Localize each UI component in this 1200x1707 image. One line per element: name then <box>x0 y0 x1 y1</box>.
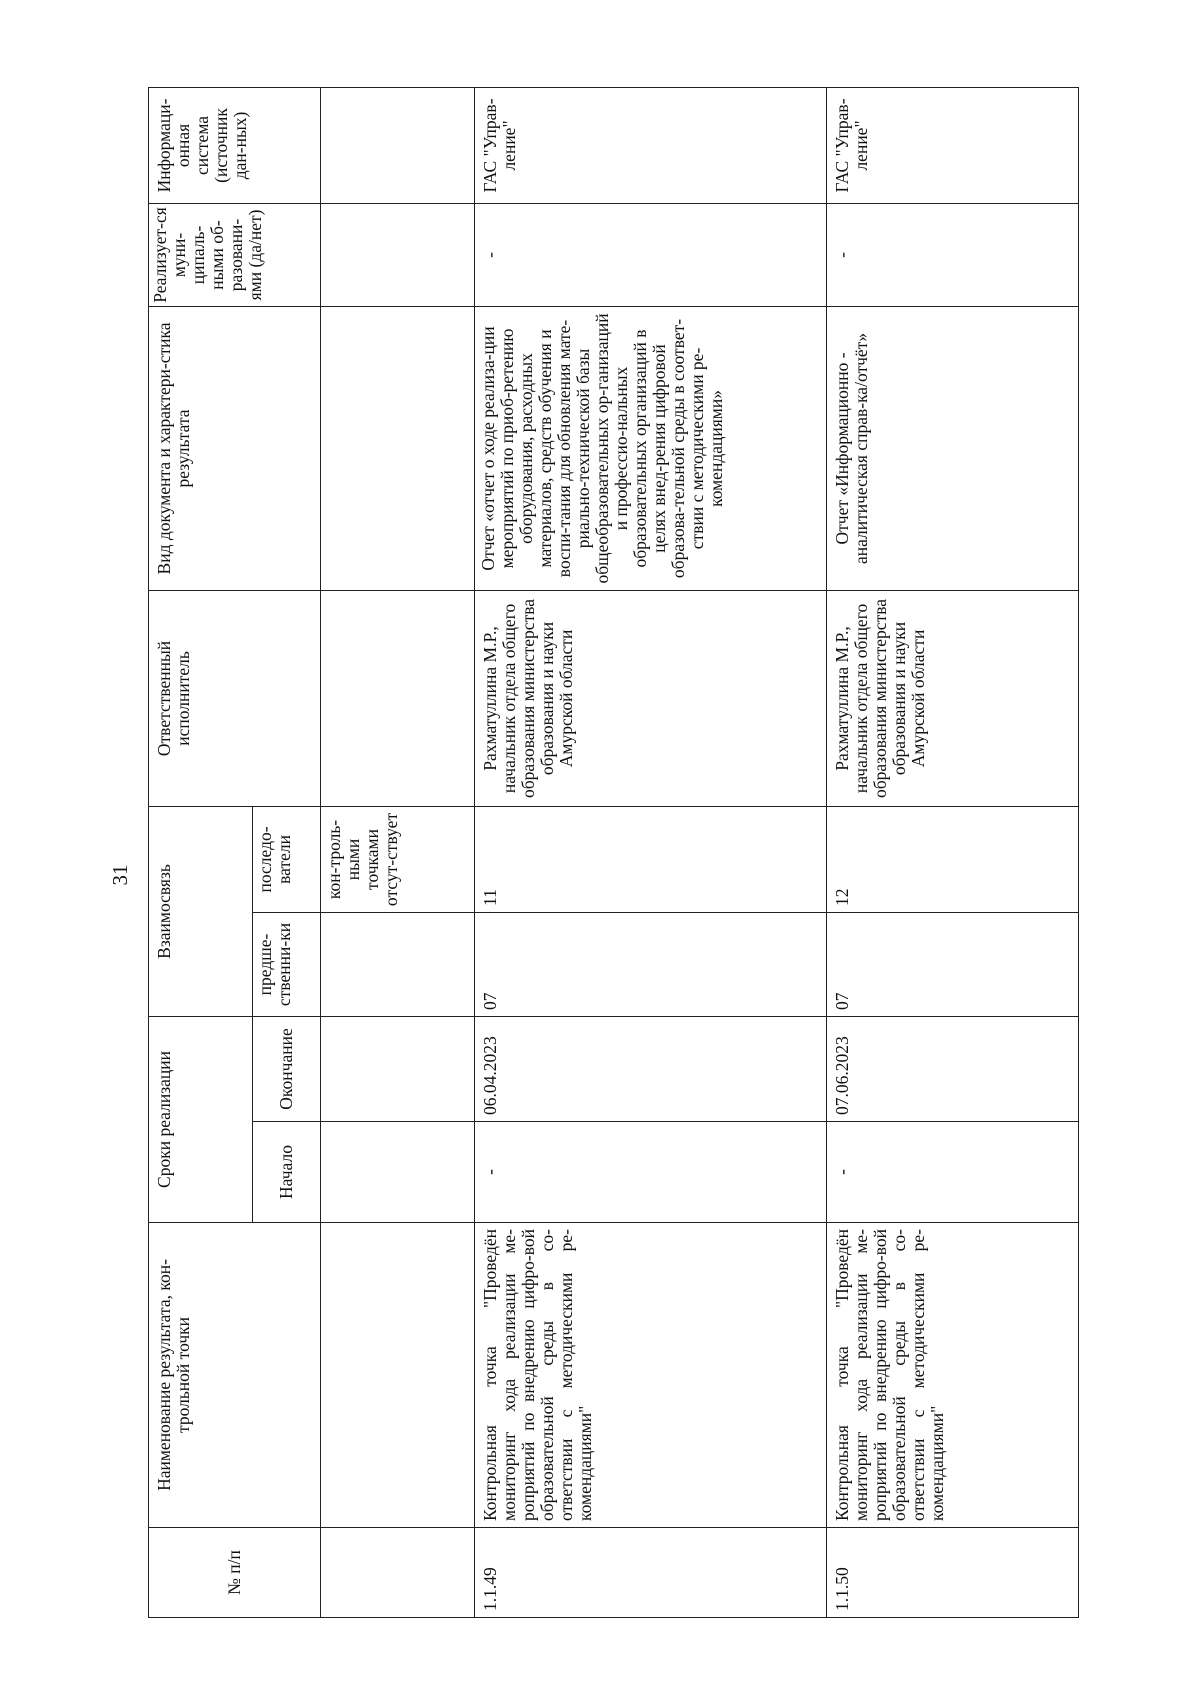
header-name: Наименование результата, кон-трольной точки <box>149 1223 321 1528</box>
row-0-municipal <box>321 203 475 306</box>
table-row <box>321 87 475 1617</box>
table-row <box>827 87 1079 1617</box>
row-2-responsible: Рахматуллина М.Р., начальник отдела общего образования министерства образования и науки Амурской области <box>827 590 1079 806</box>
row-1-doc: Отчет «отчет о ходе реализа-ции мероприятий по приоб-ретению оборудования, расходных материалов, средств обучения и воспи-тания для обновления мате-риально-технической базы общеобразовательных ор-ганизаций и профессио-нальных образовательных организаций в целях внед-рения цифровой образова-тельной среды в соответ-ствии с методическими ре-комендациями» <box>475 306 827 590</box>
row-0-info <box>321 87 475 203</box>
row-1-start: - <box>475 1122 827 1223</box>
row-1-municipal: - <box>475 203 827 306</box>
page-number: 31 <box>108 864 132 886</box>
header-doc: Вид документа и характери-стика результата <box>149 306 321 590</box>
row-0-name <box>321 1223 475 1528</box>
row-0-succ: кон-троль-ными точками отсут-ствует <box>321 806 475 912</box>
header-municipal: Реализует-ся муни-ципаль-ными об-разовани-ями (да/нет) <box>149 203 321 306</box>
row-0-end <box>321 1016 475 1121</box>
header-relation: Взаимосвязь <box>149 806 253 1016</box>
header-num: № п/п <box>149 1528 321 1618</box>
row-2-info: ГАС "Управ-ление" <box>827 87 1079 203</box>
header-start: Начало <box>253 1122 321 1223</box>
row-1-succ: 11 <box>475 806 827 912</box>
header-predecessors: предше-ственни-ки <box>253 912 321 1016</box>
table-row <box>475 87 827 1617</box>
row-1-num: 1.1.49 <box>475 1528 827 1618</box>
results-table <box>148 87 1079 1618</box>
row-0-doc <box>321 306 475 590</box>
row-2-succ: 12 <box>827 806 1079 912</box>
table-container <box>148 88 1078 1618</box>
row-2-pred: 07 <box>827 912 1079 1016</box>
row-0-start <box>321 1122 475 1223</box>
header-terms: Сроки реализации <box>149 1016 253 1222</box>
row-0-num <box>321 1528 475 1618</box>
row-2-municipal: - <box>827 203 1079 306</box>
row-1-info: ГАС "Управ-ление" <box>475 87 827 203</box>
row-1-responsible: Рахматуллина М.Р., начальник отдела общего образования министерства образования и науки Амурской области <box>475 590 827 806</box>
row-2-doc: Отчет «Информационно - аналитическая справ-ка/отчёт» <box>827 306 1079 590</box>
row-2-start: - <box>827 1122 1079 1223</box>
row-0-responsible <box>321 590 475 806</box>
row-2-num: 1.1.50 <box>827 1528 1079 1618</box>
header-end: Окончание <box>253 1016 321 1121</box>
row-2-end: 07.06.2023 <box>827 1016 1079 1121</box>
row-1-end: 06.04.2023 <box>475 1016 827 1121</box>
row-0-pred <box>321 912 475 1016</box>
rotated-table-frame <box>148 88 1078 1618</box>
row-1-pred: 07 <box>475 912 827 1016</box>
header-info: Информаци-онная система (источник дан-ных) <box>149 87 321 203</box>
header-responsible: Ответственный исполнитель <box>149 590 321 806</box>
row-1-name: Контрольная точка "Проведён мониторинг хода реализации ме-роприятий по внедрению цифро-вой образовательной среды в со-ответствии с методическими ре-комендациями" <box>475 1223 827 1528</box>
header-successors: последо-ватели <box>253 806 321 912</box>
row-2-name: Контрольная точка "Проведён мониторинг хода реализации ме-роприятий по внедрению цифро-вой образовательной среды в со-ответствии с методическими ре-комендациями" <box>827 1223 1079 1528</box>
